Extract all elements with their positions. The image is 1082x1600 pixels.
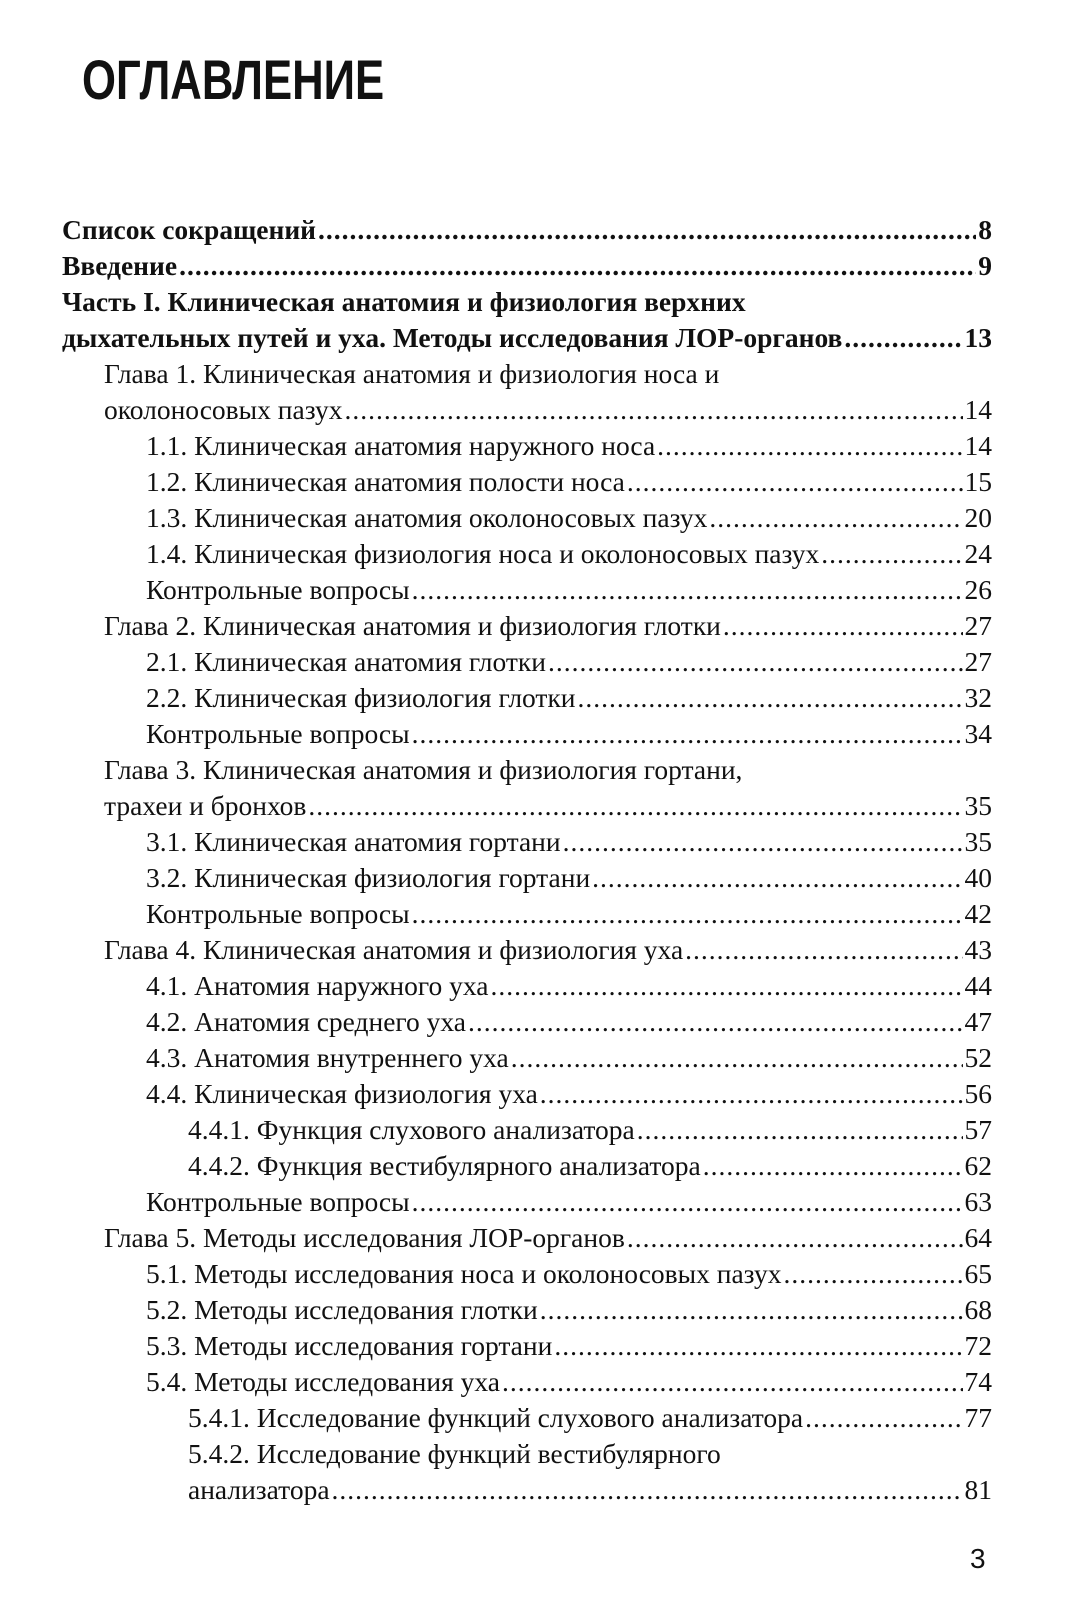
toc-entry	[62, 716, 992, 752]
toc-entry-page: 72	[964, 1330, 992, 1361]
toc-entry-title: Контрольные вопросы	[146, 1186, 410, 1217]
toc-entry-title-line: 5.4.2. Исследование функций вестибулярного	[188, 1438, 721, 1469]
toc-entry-final-line	[104, 392, 992, 428]
toc-entry-final-line	[146, 536, 992, 572]
toc-entry-final-line	[62, 248, 992, 284]
dot-leader	[844, 320, 962, 356]
dot-leader	[344, 392, 962, 428]
toc-entry	[62, 1220, 992, 1256]
toc-entry-final-line	[146, 968, 992, 1004]
toc-entry-title: 1.4. Клиническая физиология носа и околоносовых пазух	[146, 538, 820, 569]
toc-entry	[62, 464, 992, 500]
toc-entry-final-line	[146, 824, 992, 860]
toc-entry-title: дыхательных путей и уха. Методы исследования ЛОР-органов	[62, 322, 843, 353]
toc-entry-final-line	[104, 788, 992, 824]
toc-entry-final-line	[104, 1220, 992, 1256]
toc-entry-page: 68	[964, 1294, 992, 1325]
toc-entry-page: 74	[964, 1366, 992, 1397]
toc-entry	[62, 752, 992, 824]
toc-entry-final-line	[146, 1004, 992, 1040]
toc-entry-title: анализатора	[188, 1474, 330, 1505]
dot-leader	[412, 716, 963, 752]
dot-leader	[412, 572, 963, 608]
toc-entry-title: 4.2. Анатомия среднего уха	[146, 1006, 466, 1037]
toc-entry-final-line	[62, 320, 992, 356]
toc-entry-final-line	[62, 212, 992, 248]
toc-entry	[62, 1004, 992, 1040]
toc-entry-title: 1.3. Клиническая анатомия околоносовых пазух	[146, 502, 708, 533]
dot-leader	[709, 500, 962, 536]
toc-entry	[62, 212, 992, 248]
toc-entry-title: 3.1. Клиническая анатомия гортани	[146, 826, 561, 857]
toc-entry-page: 26	[964, 574, 992, 605]
dot-leader	[502, 1364, 963, 1400]
toc-entry-page: 14	[964, 430, 992, 461]
table-of-contents	[62, 212, 992, 1508]
toc-entry	[62, 356, 992, 428]
toc-entry-page: 56	[964, 1078, 992, 1109]
toc-entry-final-line	[146, 1184, 992, 1220]
dot-leader	[332, 1472, 963, 1508]
toc-entry-title: Глава 4. Клиническая анатомия и физиология уха	[104, 934, 684, 965]
toc-entry	[62, 500, 992, 536]
toc-entry-page: 77	[964, 1402, 992, 1433]
toc-entry-title: 1.2. Клиническая анатомия полости носа	[146, 466, 625, 497]
toc-entry-final-line	[146, 1040, 992, 1076]
dot-leader	[723, 608, 963, 644]
toc-entry-title-line: Глава 3. Клиническая анатомия и физиология гортани,	[104, 754, 743, 785]
dot-leader	[627, 464, 963, 500]
dot-leader	[685, 932, 962, 968]
toc-entry	[62, 1364, 992, 1400]
toc-entry	[62, 932, 992, 968]
toc-entry-final-line	[188, 1112, 992, 1148]
toc-entry-final-line	[188, 1400, 992, 1436]
toc-entry-page: 9	[978, 250, 992, 281]
toc-entry-page: 40	[964, 862, 992, 893]
dot-leader	[540, 1076, 963, 1112]
toc-entry-title: 5.2. Методы исследования глотки	[146, 1294, 538, 1325]
toc-entry-page: 47	[964, 1006, 992, 1037]
toc-entry-page: 42	[964, 898, 992, 929]
toc-entry-title: 4.4.2. Функция вестибулярного анализатора	[188, 1150, 701, 1181]
toc-entry-page: 34	[964, 718, 992, 749]
toc-entry-title: Контрольные вопросы	[146, 718, 410, 749]
dot-leader	[657, 428, 962, 464]
toc-entry	[62, 1040, 992, 1076]
dot-leader	[412, 1184, 963, 1220]
toc-entry	[62, 1400, 992, 1436]
toc-entry	[62, 1148, 992, 1184]
toc-entry-title: Контрольные вопросы	[146, 898, 410, 929]
dot-leader	[540, 1292, 963, 1328]
dot-leader	[637, 1112, 963, 1148]
toc-entry-title: 1.1. Клиническая анатомия наружного носа	[146, 430, 656, 461]
toc-entry-final-line	[188, 1148, 992, 1184]
dot-leader	[179, 248, 976, 284]
dot-leader	[703, 1148, 963, 1184]
toc-entry	[62, 968, 992, 1004]
toc-entry-final-line	[146, 1328, 992, 1364]
toc-entry-page: 27	[964, 610, 992, 641]
dot-leader	[563, 824, 963, 860]
toc-entry-final-line	[188, 1472, 992, 1508]
toc-entry	[62, 1184, 992, 1220]
dot-leader	[805, 1400, 962, 1436]
toc-entry	[62, 680, 992, 716]
toc-entry-final-line	[146, 500, 992, 536]
dot-leader	[511, 1040, 963, 1076]
page-number: 3	[970, 1543, 986, 1574]
toc-entry-title: Список сокращений	[62, 214, 317, 245]
dot-leader	[318, 212, 976, 248]
toc-entry-page: 81	[964, 1474, 992, 1505]
dot-leader	[468, 1004, 963, 1040]
toc-entry-final-line	[146, 1364, 992, 1400]
toc-entry-title: 5.4. Методы исследования уха	[146, 1366, 500, 1397]
toc-entry-page: 8	[978, 214, 992, 245]
toc-entry-page: 57	[964, 1114, 992, 1145]
toc-entry-final-line	[146, 1256, 992, 1292]
dot-leader	[627, 1220, 963, 1256]
toc-entry	[62, 1256, 992, 1292]
toc-entry-final-line	[146, 572, 992, 608]
toc-entry-title: Контрольные вопросы	[146, 574, 410, 605]
toc-entry-final-line	[146, 1076, 992, 1112]
toc-entry-final-line	[146, 716, 992, 752]
toc-entry-title: 4.1. Анатомия наружного уха	[146, 970, 489, 1001]
toc-entry	[62, 608, 992, 644]
dot-leader	[548, 644, 963, 680]
toc-entry-title: 4.4. Клиническая физиология уха	[146, 1078, 538, 1109]
dot-leader	[490, 968, 962, 1004]
toc-entry	[62, 1328, 992, 1364]
dot-leader	[783, 1256, 962, 1292]
toc-entry	[62, 860, 992, 896]
toc-entry-page: 14	[964, 394, 992, 425]
dot-leader	[412, 896, 963, 932]
dot-leader	[821, 536, 962, 572]
toc-entry-page: 52	[964, 1042, 992, 1073]
toc-entry	[62, 1076, 992, 1112]
toc-entry	[62, 824, 992, 860]
toc-entry	[62, 284, 992, 356]
toc-entry-page: 20	[964, 502, 992, 533]
toc-entry-page: 27	[964, 646, 992, 677]
toc-entry-title-line: Глава 1. Клиническая анатомия и физиология носа и	[104, 358, 720, 389]
toc-entry-final-line	[146, 464, 992, 500]
toc-entry	[62, 1436, 992, 1508]
toc-entry-final-line	[104, 608, 992, 644]
toc-entry-page: 64	[964, 1222, 992, 1253]
toc-entry	[62, 1112, 992, 1148]
toc-entry-title: Глава 2. Клиническая анатомия и физиология глотки	[104, 610, 721, 641]
dot-leader	[308, 788, 962, 824]
toc-entry-page: 35	[964, 826, 992, 857]
toc-entry	[62, 1292, 992, 1328]
toc-entry-page: 35	[964, 790, 992, 821]
toc-entry	[62, 572, 992, 608]
toc-entry-final-line	[146, 680, 992, 716]
toc-entry-title: 5.4.1. Исследование функций слухового анализатора	[188, 1402, 804, 1433]
toc-entry-title: 4.3. Анатомия внутреннего уха	[146, 1042, 509, 1073]
toc-entry-title: трахеи и бронхов	[104, 790, 307, 821]
toc-entry-final-line	[104, 932, 992, 968]
page-title: ОГЛАВЛЕНИЕ	[82, 48, 385, 111]
toc-entry-title: 5.3. Методы исследования гортани	[146, 1330, 553, 1361]
toc-entry-page: 13	[964, 322, 992, 353]
toc-entry-page: 43	[964, 934, 992, 965]
toc-entry-page: 63	[964, 1186, 992, 1217]
toc-entry-page: 15	[964, 466, 992, 497]
toc-entry-title: 3.2. Клиническая физиология гортани	[146, 862, 591, 893]
toc-entry-title: околоносовых пазух	[104, 394, 343, 425]
toc-entry-final-line	[146, 1292, 992, 1328]
toc-entry-title: 2.1. Клиническая анатомия глотки	[146, 646, 546, 677]
toc-entry-title-line: Часть I. Клиническая анатомия и физиология верхних	[62, 286, 746, 317]
dot-leader	[592, 860, 962, 896]
toc-entry-page: 62	[964, 1150, 992, 1181]
toc-entry-page: 44	[964, 970, 992, 1001]
toc-entry-page: 65	[964, 1258, 992, 1289]
toc-entry-title: 4.4.1. Функция слухового анализатора	[188, 1114, 635, 1145]
toc-entry-final-line	[146, 860, 992, 896]
toc-entry-final-line	[146, 896, 992, 932]
toc-entry	[62, 428, 992, 464]
toc-entry	[62, 248, 992, 284]
toc-entry-title: Введение	[62, 250, 178, 281]
toc-entry-final-line	[146, 428, 992, 464]
toc-entry	[62, 644, 992, 680]
toc-entry-title: 2.2. Клиническая физиология глотки	[146, 682, 576, 713]
toc-entry-page: 24	[964, 538, 992, 569]
toc-entry-title: Глава 5. Методы исследования ЛОР-органов	[104, 1222, 625, 1253]
toc-entry-page: 32	[964, 682, 992, 713]
dot-leader	[578, 680, 963, 716]
dot-leader	[554, 1328, 962, 1364]
toc-entry-final-line	[146, 644, 992, 680]
toc-entry	[62, 896, 992, 932]
toc-entry-title: 5.1. Методы исследования носа и околоносовых пазух	[146, 1258, 782, 1289]
toc-entry	[62, 536, 992, 572]
